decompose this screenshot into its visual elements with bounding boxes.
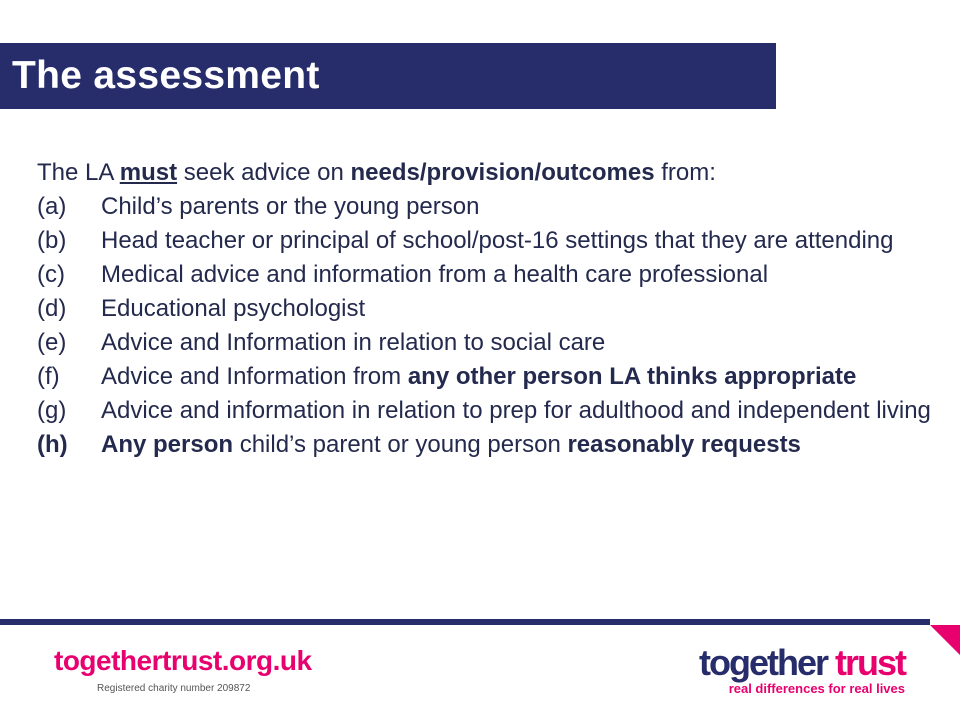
advice-list [37, 190, 937, 462]
list-item [37, 292, 937, 326]
intro-text-2: seek advice on [177, 159, 351, 186]
charity-number: Registered charity number 209872 [97, 683, 251, 694]
footer-divider [0, 619, 930, 625]
item-f-text: Advice and Information from [101, 363, 408, 390]
item-h-text: child’s parent or young person [233, 431, 568, 458]
list-item [37, 360, 937, 394]
together-trust-logo [685, 642, 905, 696]
logo-wordmark [685, 642, 905, 683]
list-item [37, 224, 937, 258]
intro-line [37, 156, 937, 190]
list-marker: (a) [37, 193, 67, 220]
list-item-text: Medical advice and information from a health care professional [101, 261, 769, 288]
list-marker: (c) [37, 261, 65, 288]
item-f-bold: any other person LA thinks appropriate [407, 363, 857, 390]
list-marker: (h) [37, 431, 68, 458]
list-item [37, 258, 937, 292]
list-item-text: Advice and information in relation to prep for adulthood and independent living [101, 397, 931, 424]
logo-tagline: real differences for real lives [728, 681, 905, 696]
corner-triangle [930, 625, 960, 655]
title-bar [0, 43, 776, 109]
list-item [37, 326, 937, 360]
item-h-bold-1: Any person [101, 431, 234, 458]
intro-bold: needs/provision/outcomes [350, 159, 655, 186]
item-h-bold-2: reasonably requests [567, 431, 801, 458]
list-item-text [101, 360, 937, 394]
list-item-text: Child’s parents or the young person [101, 193, 480, 220]
list-item-text: Educational psychologist [101, 295, 366, 322]
footer-website: togethertrust.org.uk [54, 645, 312, 676]
list-marker: (b) [37, 227, 67, 254]
logo-together: together [698, 642, 827, 683]
slide-content [37, 156, 937, 462]
list-item-text: Head teacher or principal of school/post-16 settings that they are attending [101, 227, 894, 254]
list-item [37, 394, 937, 428]
list-item-text [101, 428, 937, 462]
intro-text-3: from: [654, 159, 716, 186]
intro-text-1: The LA [37, 159, 120, 186]
list-marker: (g) [37, 397, 67, 424]
intro-must: must [119, 159, 178, 186]
logo-trust: trust [835, 642, 905, 683]
list-marker: (d) [37, 295, 67, 322]
list-item [37, 428, 937, 462]
list-item [37, 190, 937, 224]
list-marker: (e) [37, 329, 67, 356]
slide-title: The assessment [12, 54, 320, 97]
list-item-text: Advice and Information in relation to social care [101, 329, 606, 356]
list-marker: (f) [37, 363, 60, 390]
